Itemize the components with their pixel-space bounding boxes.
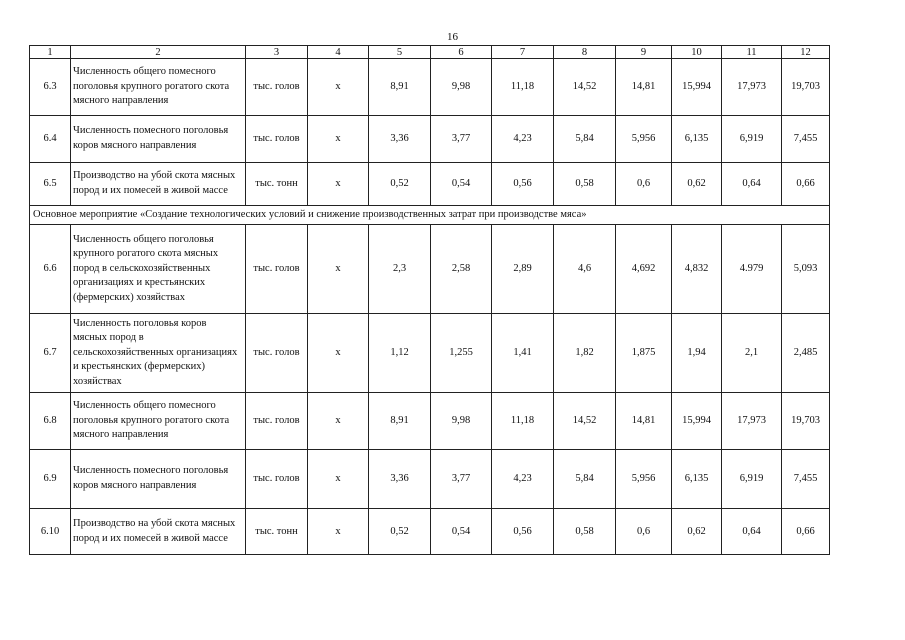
page-number: 16 — [447, 31, 458, 43]
value-cell: 5,956 — [616, 450, 672, 509]
base-cell: x — [308, 163, 369, 206]
value-cell: 9,98 — [431, 393, 492, 450]
value-cell: 2,89 — [492, 225, 554, 314]
row-number: 6.9 — [30, 450, 71, 509]
header-cell: 7 — [492, 46, 554, 59]
table-row — [30, 314, 830, 393]
table-row — [30, 450, 830, 509]
value-cell: 8,91 — [369, 59, 431, 116]
indicator-name: Производство на убой скота мясных пород и их помесей в живой массе — [71, 163, 246, 206]
value-cell: 11,18 — [492, 393, 554, 450]
value-cell: 2,58 — [431, 225, 492, 314]
indicator-name: Численность общего помесного поголовья крупного рогатого скота мясного направления — [71, 59, 246, 116]
value-cell: 2,3 — [369, 225, 431, 314]
value-cell: 6,135 — [672, 116, 722, 163]
value-cell: 17,973 — [722, 59, 782, 116]
value-cell: 3,77 — [431, 116, 492, 163]
section-row — [30, 206, 830, 225]
indicator-name: Численность общего помесного поголовья крупного рогатого скота мясного направления — [71, 393, 246, 450]
value-cell: 11,18 — [492, 59, 554, 116]
row-number: 6.3 — [30, 59, 71, 116]
value-cell: 2,485 — [782, 314, 830, 393]
indicator-name: Численность помесного поголовья коров мясного направления — [71, 450, 246, 509]
value-cell: 6,135 — [672, 450, 722, 509]
header-cell: 8 — [554, 46, 616, 59]
value-cell: 9,98 — [431, 59, 492, 116]
unit-cell: тыс. голов — [246, 116, 308, 163]
header-cell: 5 — [369, 46, 431, 59]
header-cell: 9 — [616, 46, 672, 59]
value-cell: 1,12 — [369, 314, 431, 393]
value-cell: 0,66 — [782, 509, 830, 555]
value-cell: 1,94 — [672, 314, 722, 393]
header-row — [30, 46, 830, 59]
value-cell: 0,62 — [672, 163, 722, 206]
indicator-name: Численность общего поголовья крупного рогатого скота мясных пород в сельскохозяйственных организациях и крестьянских (фермерских) хозяйствах — [71, 225, 246, 314]
indicator-name: Производство на убой скота мясных пород и их помесей в живой массе — [71, 509, 246, 555]
value-cell: 0,6 — [616, 509, 672, 555]
table-row — [30, 163, 830, 206]
table-row — [30, 393, 830, 450]
row-number: 6.4 — [30, 116, 71, 163]
value-cell: 4,23 — [492, 116, 554, 163]
value-cell: 0,52 — [369, 509, 431, 555]
row-number: 6.5 — [30, 163, 71, 206]
value-cell: 15,994 — [672, 393, 722, 450]
row-number: 6.7 — [30, 314, 71, 393]
value-cell: 0,56 — [492, 509, 554, 555]
value-cell: 4,832 — [672, 225, 722, 314]
value-cell: 0,66 — [782, 163, 830, 206]
value-cell: 1,875 — [616, 314, 672, 393]
header-cell: 2 — [71, 46, 246, 59]
value-cell: 3,36 — [369, 116, 431, 163]
section-title: Основное мероприятие «Создание технологических условий и снижение производственных затрат при производстве мяса» — [30, 206, 830, 225]
base-cell: x — [308, 393, 369, 450]
value-cell: 1,82 — [554, 314, 616, 393]
value-cell: 3,77 — [431, 450, 492, 509]
value-cell: 0,56 — [492, 163, 554, 206]
base-cell: x — [308, 225, 369, 314]
value-cell: 5,84 — [554, 450, 616, 509]
value-cell: 7,455 — [782, 450, 830, 509]
value-cell: 7,455 — [782, 116, 830, 163]
value-cell: 14,52 — [554, 59, 616, 116]
header-cell: 6 — [431, 46, 492, 59]
value-cell: 4,692 — [616, 225, 672, 314]
value-cell: 4,6 — [554, 225, 616, 314]
header-cell: 12 — [782, 46, 830, 59]
value-cell: 0,52 — [369, 163, 431, 206]
header-cell: 11 — [722, 46, 782, 59]
indicator-name: Численность помесного поголовья коров мясного направления — [71, 116, 246, 163]
table-row — [30, 509, 830, 555]
value-cell: 1,41 — [492, 314, 554, 393]
table-row — [30, 116, 830, 163]
table-row — [30, 59, 830, 116]
header-cell: 10 — [672, 46, 722, 59]
unit-cell: тыс. голов — [246, 450, 308, 509]
header-cell: 1 — [30, 46, 71, 59]
value-cell: 0,58 — [554, 163, 616, 206]
value-cell: 8,91 — [369, 393, 431, 450]
header-cell: 3 — [246, 46, 308, 59]
value-cell: 0,64 — [722, 509, 782, 555]
row-number: 6.8 — [30, 393, 71, 450]
unit-cell: тыс. голов — [246, 314, 308, 393]
value-cell: 14,81 — [616, 59, 672, 116]
value-cell: 1,255 — [431, 314, 492, 393]
value-cell: 14,81 — [616, 393, 672, 450]
value-cell: 17,973 — [722, 393, 782, 450]
base-cell: x — [308, 116, 369, 163]
base-cell: x — [308, 450, 369, 509]
unit-cell: тыс. голов — [246, 393, 308, 450]
value-cell: 0,54 — [431, 509, 492, 555]
value-cell: 5,84 — [554, 116, 616, 163]
value-cell: 0,54 — [431, 163, 492, 206]
base-cell: x — [308, 59, 369, 116]
value-cell: 0,62 — [672, 509, 722, 555]
indicator-name: Численность поголовья коров мясных пород в сельскохозяйственных организациях и крестьянских (фермерских) хозяйствах — [71, 314, 246, 393]
value-cell: 15,994 — [672, 59, 722, 116]
value-cell: 4.979 — [722, 225, 782, 314]
value-cell: 0,6 — [616, 163, 672, 206]
indicator-table — [29, 45, 830, 555]
value-cell: 3,36 — [369, 450, 431, 509]
value-cell: 19,703 — [782, 59, 830, 116]
row-number: 6.6 — [30, 225, 71, 314]
value-cell: 5,093 — [782, 225, 830, 314]
value-cell: 6,919 — [722, 450, 782, 509]
table-row — [30, 225, 830, 314]
value-cell: 4,23 — [492, 450, 554, 509]
unit-cell: тыс. голов — [246, 225, 308, 314]
unit-cell: тыс. голов — [246, 59, 308, 116]
value-cell: 0,64 — [722, 163, 782, 206]
row-number: 6.10 — [30, 509, 71, 555]
value-cell: 6,919 — [722, 116, 782, 163]
value-cell: 19,703 — [782, 393, 830, 450]
value-cell: 2,1 — [722, 314, 782, 393]
value-cell: 14,52 — [554, 393, 616, 450]
unit-cell: тыс. тонн — [246, 509, 308, 555]
header-cell: 4 — [308, 46, 369, 59]
unit-cell: тыс. тонн — [246, 163, 308, 206]
base-cell: x — [308, 509, 369, 555]
value-cell: 0,58 — [554, 509, 616, 555]
base-cell: x — [308, 314, 369, 393]
value-cell: 5,956 — [616, 116, 672, 163]
